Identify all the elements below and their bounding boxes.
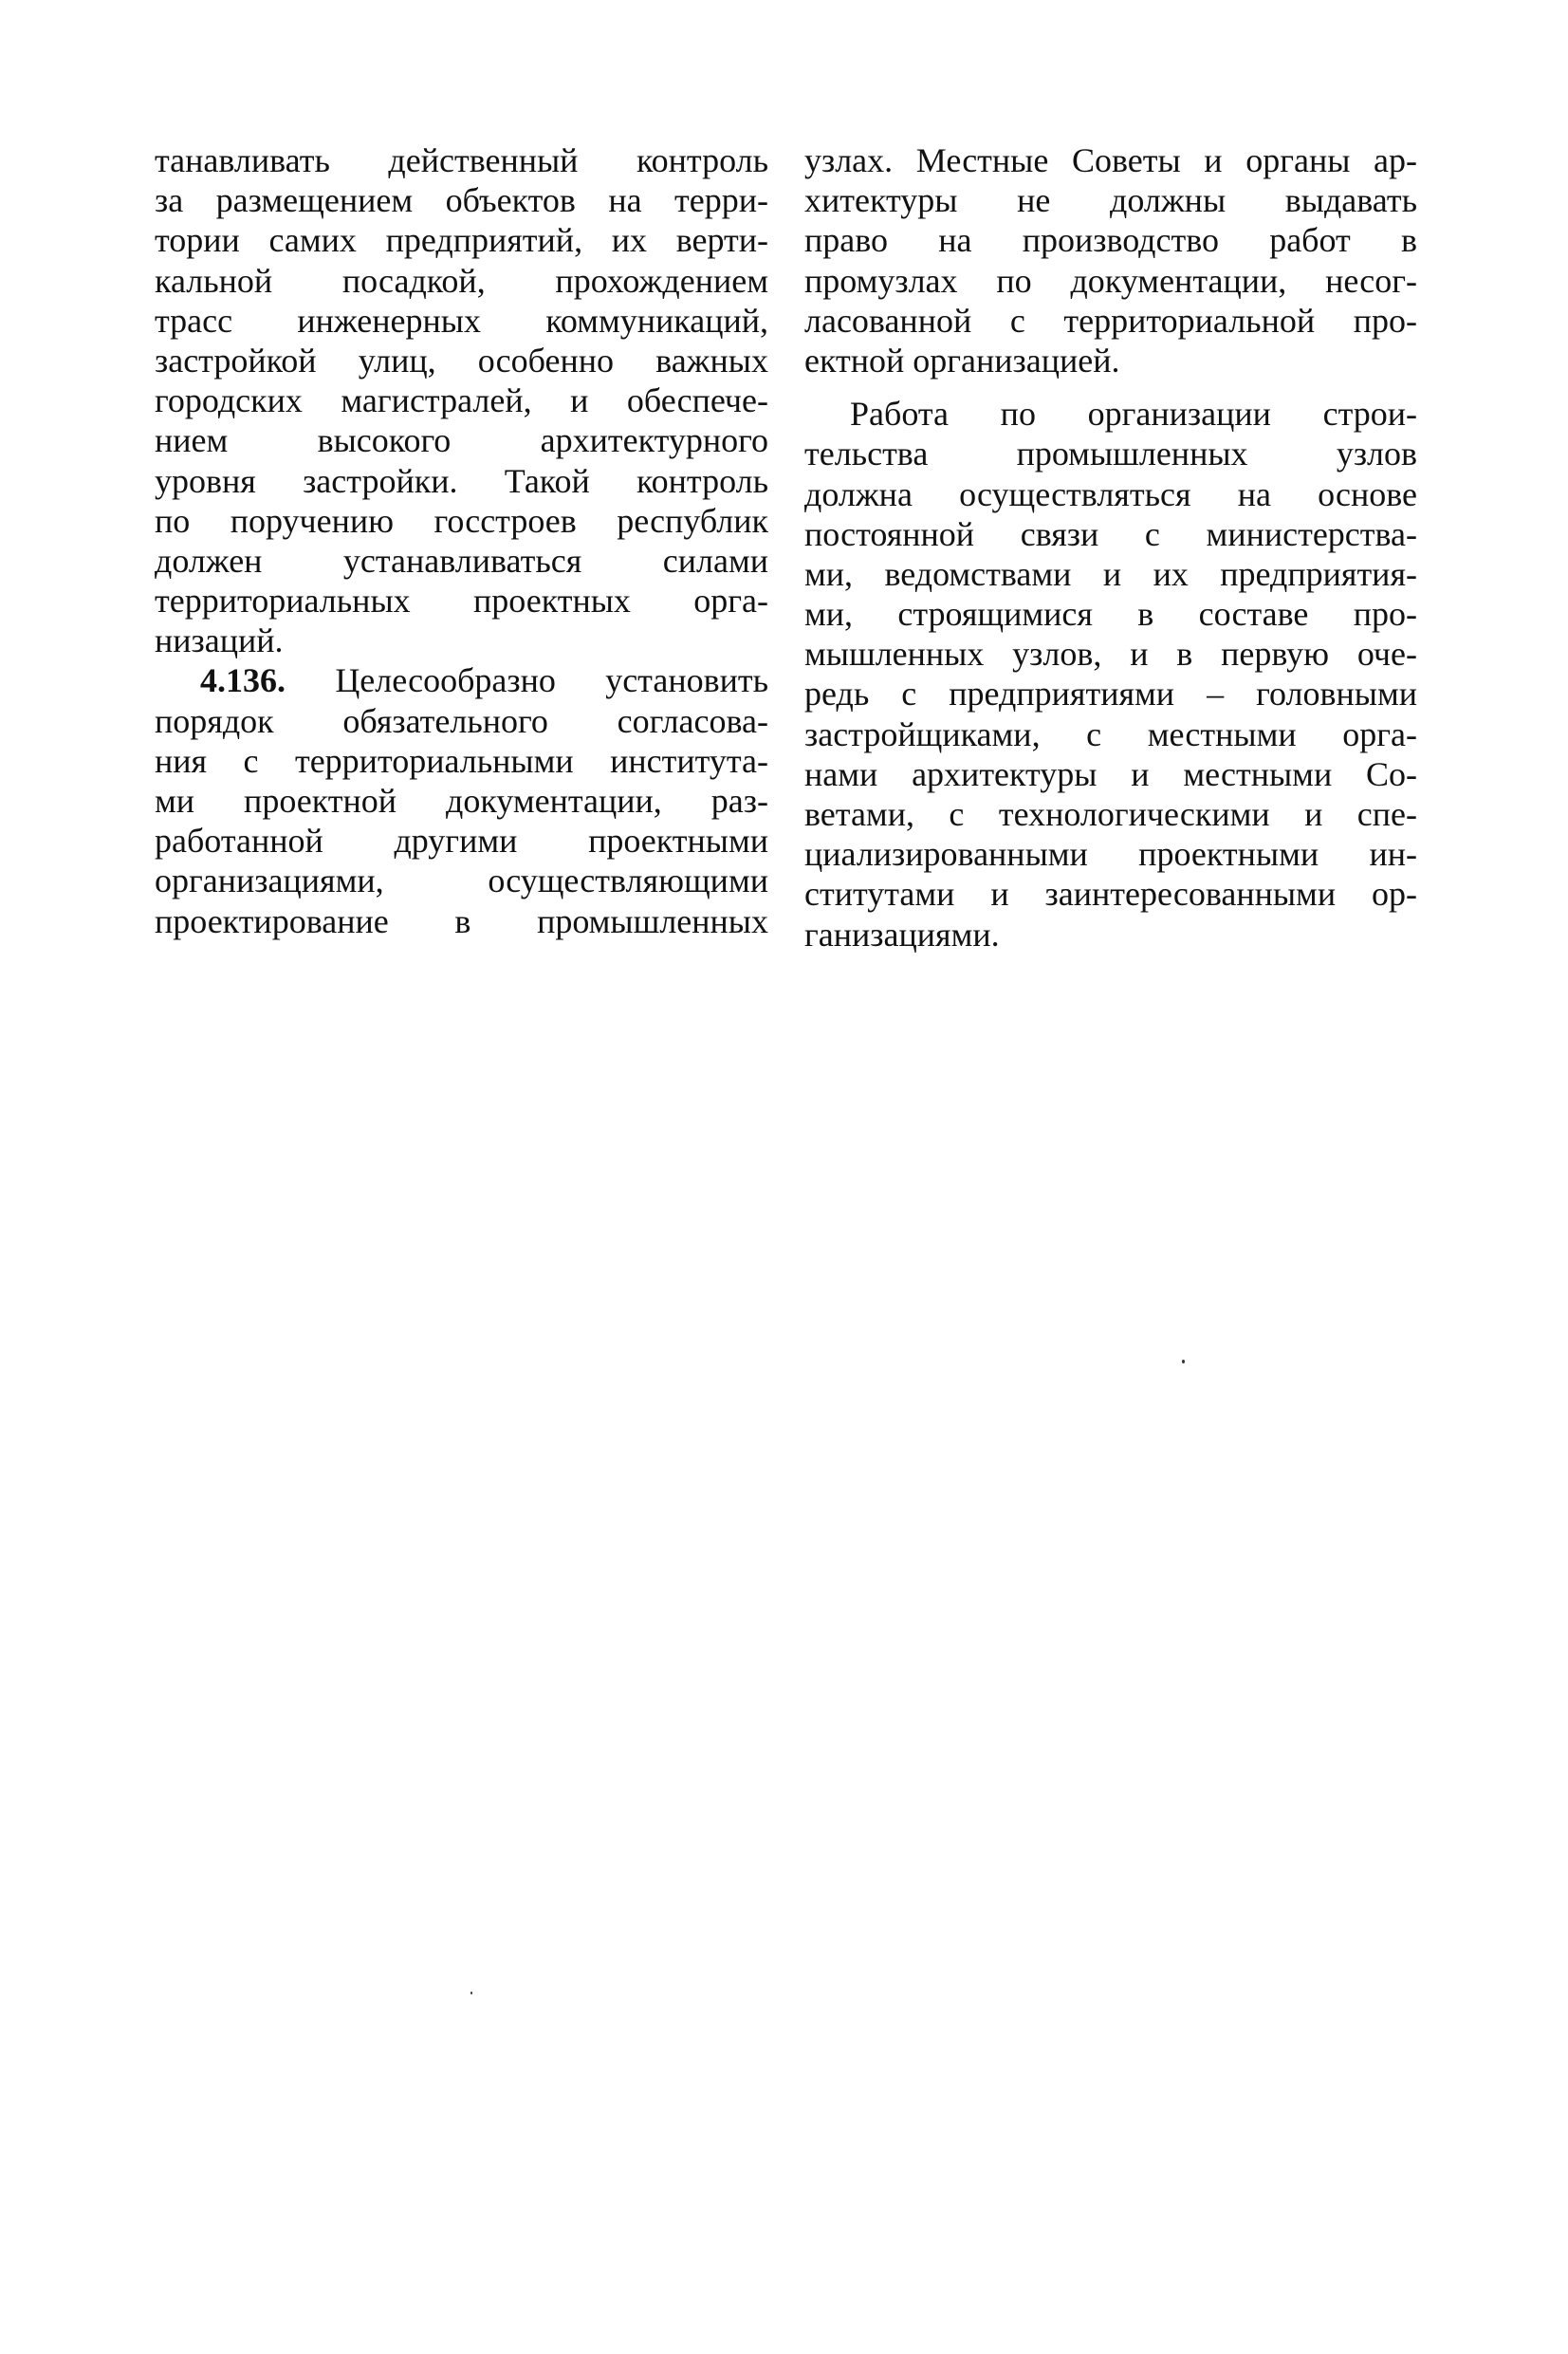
- text-line: хитектуры не должны выдавать: [804, 181, 1417, 220]
- text-line: ветами, с технологическими и спе-: [804, 795, 1417, 833]
- text-line: ми, строящимися в составе про-: [804, 595, 1417, 634]
- right-column: [804, 140, 1417, 955]
- text-line: ганизациями.: [804, 915, 1000, 954]
- text-line: ласованной с территориальной про-: [804, 301, 1417, 340]
- text-line: тории самих предприятий, их верти-: [155, 221, 768, 260]
- text-line: застройкой улиц, особенно важных: [155, 341, 768, 380]
- text-line: Целесообразно установить: [335, 661, 769, 700]
- text-line: промузлах по документации, несог-: [804, 261, 1417, 300]
- scan-speck: [1182, 1360, 1185, 1363]
- text-line: ми, ведомствами и их предприятия-: [804, 554, 1417, 593]
- text-line: ми проектной документации, раз-: [155, 782, 768, 820]
- text-line: порядок обязательного согласова-: [155, 701, 768, 740]
- text-line: ектной организацией.: [804, 341, 1120, 380]
- text-line: работанной другими проектными: [155, 822, 768, 861]
- text-line: Работа по организации строи-: [850, 395, 1417, 434]
- paragraph-gap: [804, 380, 1417, 394]
- text-line: нами архитектуры и местными Со-: [804, 754, 1417, 793]
- text-line: низаций.: [155, 621, 284, 660]
- text-line: должен устанавливаться силами: [155, 541, 768, 580]
- paragraph-continuation: [804, 140, 1417, 380]
- text-line: кальной посадкой, прохождением: [155, 261, 768, 300]
- text-line: организациями, осуществляющими: [155, 862, 768, 900]
- text-line: циализированными проектными ин-: [804, 835, 1417, 874]
- text-line: проектирование в промышленных: [155, 901, 768, 940]
- left-column: [155, 140, 768, 941]
- text-line: мышленных узлов, и в первую оче-: [804, 635, 1417, 674]
- scan-speck: [470, 1992, 472, 1994]
- text-line: территориальных проектных орга-: [155, 582, 768, 621]
- text-line: редь с предприятиями – головными: [804, 675, 1417, 714]
- text-line: за размещением объектов на терри-: [155, 181, 768, 220]
- paragraph-continuation: [155, 140, 768, 660]
- text-line: застройщиками, с местными орга-: [804, 714, 1417, 753]
- text-line: по поручению госстроев республик: [155, 501, 768, 540]
- paragraph-first-line: [155, 660, 768, 700]
- text-line: городских магистралей, и обеспече-: [155, 381, 768, 420]
- text-line: ститутами и заинтересованными ор-: [804, 875, 1417, 914]
- text-line: уровня застройки. Такой контроль: [155, 461, 768, 500]
- paragraph-4-136: [155, 660, 768, 940]
- text-line: право на производство работ в: [804, 221, 1417, 260]
- paragraph-work-organization: [804, 394, 1417, 955]
- text-line: трасс инженерных коммуникаций,: [155, 301, 768, 340]
- text-line: узлах. Местные Советы и органы ар-: [804, 141, 1417, 179]
- text-line: тельства промышленных узлов: [804, 435, 1417, 473]
- paragraph-number: 4.136.: [200, 661, 286, 700]
- text-line: танавливать действенный контроль: [155, 141, 768, 179]
- text-line: постоянной связи с министерства-: [804, 514, 1417, 553]
- text-line: должна осуществляться на основе: [804, 474, 1417, 513]
- text-line: нием высокого архитектурного: [155, 421, 768, 460]
- text-line: ния с территориальными института-: [155, 741, 768, 780]
